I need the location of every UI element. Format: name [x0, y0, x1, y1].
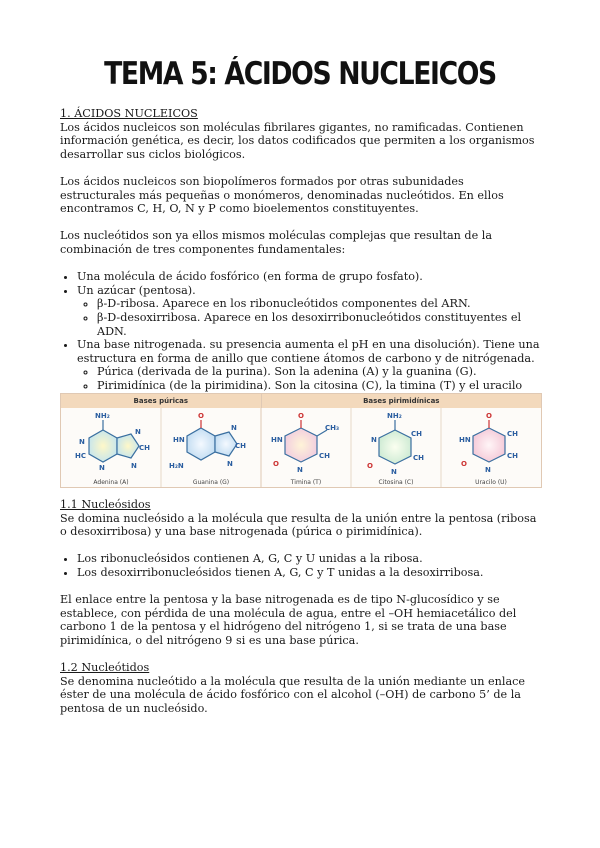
uracil-structure: [459, 412, 518, 474]
adenine-structure: [75, 412, 150, 472]
svg-text:O: O: [367, 462, 373, 470]
svg-text:O: O: [486, 412, 492, 420]
label-thymine: Timina (T): [290, 479, 322, 486]
list-item: ◦ β-D-ribosa. Aparece en los ribonucleótidos componentes del ARN.: [97, 297, 540, 311]
cytosine-structure: [367, 412, 424, 476]
bases-structures-illustration: [61, 408, 541, 487]
svg-text:N: N: [99, 464, 105, 472]
figure-header: [61, 394, 541, 408]
svg-text:NH₂: NH₂: [387, 412, 402, 420]
svg-text:CH: CH: [235, 442, 246, 450]
svg-text:N: N: [135, 428, 141, 436]
section-nucleosidos-nucleotidos: [60, 498, 540, 716]
guanine-structure: [169, 412, 246, 470]
svg-text:CH: CH: [507, 452, 518, 460]
svg-text:H₂N: H₂N: [169, 462, 184, 470]
nucleosides-list: [60, 552, 540, 579]
svg-text:HN: HN: [271, 436, 283, 444]
svg-text:NH₂: NH₂: [95, 412, 110, 420]
list-item: • Un azúcar (pentosa). ◦ β-D-ribosa. Aparece en los ribonucleótidos componentes del ARN. ◦ β-D-desoxirribosa. Aparece en los desoxirribonucleótidos constituyentes el ADN.: [77, 284, 540, 338]
svg-text:CH: CH: [319, 452, 330, 460]
svg-text:CH: CH: [411, 430, 422, 438]
svg-text:O: O: [298, 412, 304, 420]
header-purines: Bases púricas: [133, 397, 189, 405]
svg-text:HN: HN: [173, 436, 185, 444]
paragraph: Los nucleótidos son ya ellos mismos moléculas complejas que resultan de la combinación de tres componentes fundamentales:: [60, 229, 493, 256]
svg-text:O: O: [461, 460, 467, 468]
svg-text:N: N: [297, 466, 303, 474]
list-item: ◦ Pirimidínica (de la pirimidina). Son la citosina (C), la timina (T) y el uracilo: [97, 379, 540, 406]
section-heading: 1.2 Nucleótidos: [60, 661, 150, 675]
label-guanine: Guanina (G): [192, 479, 230, 486]
svg-text:O: O: [273, 460, 279, 468]
svg-text:CH: CH: [139, 444, 150, 452]
paragraph: Se denomina nucleótido a la molécula que resulta de la unión mediante un enlace éster de una molécula de ácido fosfórico con el alcohol (–OH) de carbono 5’ de la pentosa de un nucleósido.: [60, 674, 525, 715]
svg-text:HN: HN: [459, 436, 471, 444]
paragraph: Los ácidos nucleicos son biopolímeros formados por otras subunidades estructurales más pequeñas o monómeros, denominadas nucleótidos. En ellos encontramos C, H, O, N y P como bioelementos constituyentes.: [60, 174, 504, 216]
list-item: • Los desoxirribonucleósidos tienen A, G, C y T unidas a la desoxirribosa.: [77, 566, 540, 580]
section-heading: 1.1 Nucleósidos: [60, 498, 151, 511]
section-acidos-nucleicos: [60, 107, 540, 406]
paragraph: Los ácidos nucleicos son moléculas fibrilares gigantes, no ramificadas. Contienen información genética, es decir, los datos codificados que permiten a los organismos desarrollar sus ciclos biológicos.: [60, 120, 535, 161]
paragraph: El enlace entre la pentosa y la base nitrogenada es de tipo N-glucosídico y se establece, con pérdida de una molécula de agua, entre el –OH hemiacetálico del carbono 1 de la pentosa y el hidrógeno del nitrógeno 1, si se trata de una base pirimidínica, o del nitrógeno 9 si es una base púrica.: [60, 593, 517, 647]
svg-text:N: N: [131, 462, 137, 470]
svg-text:N: N: [371, 436, 377, 444]
nitrogenous-bases-figure: [60, 393, 542, 488]
svg-text:CH₃: CH₃: [325, 424, 340, 432]
list-item: ◦ β-D-desoxirribosa. Aparece en los desoxirribonucleótidos constituyentes el ADN.: [97, 311, 540, 338]
label-uracil: Uracilo (U): [475, 479, 507, 486]
header-pyrimidines: Bases pirimidínicas: [261, 394, 541, 408]
svg-text:CH: CH: [507, 430, 518, 438]
section-heading: 1. ÁCIDOS NUCLEICOS: [60, 107, 198, 120]
svg-text:N: N: [485, 466, 491, 474]
svg-text:N: N: [231, 424, 237, 432]
paragraph: Se domina nucleósido a la molécula que resulta de la unión entre la pentosa (ribosa o desoxirribosa) y una base nitrogenada (púrica o pirimidínica).: [60, 511, 537, 539]
svg-text:N: N: [79, 438, 85, 446]
svg-text:O: O: [198, 412, 204, 420]
svg-text:N: N: [391, 468, 397, 476]
sublist: [77, 297, 540, 338]
list-item: ◦ Púrica (derivada de la purina). Son la adenina (A) y la guanina (G).: [97, 365, 540, 379]
svg-text:N: N: [227, 460, 233, 468]
svg-text:HC: HC: [75, 452, 86, 460]
thymine-structure: [271, 412, 339, 474]
list-item: • Una molécula de ácido fosfórico (en forma de grupo fosfato).: [77, 270, 540, 284]
page-title: TEMA 5: ÁCIDOS NUCLEICOS: [104, 56, 496, 92]
label-cytosine: Citosina (C): [378, 479, 414, 486]
list-item: • Una base nitrogenada. su presencia aumenta el pH en una disolución). Tiene una estructura en forma de anillo que contiene átomos de carbono y de nitrógenada. ◦ Púrica (derivada de la purina). Son la adenina (A) y la guanina (G). ◦ Pirimidínica (de la pirimidina). Son la citosina (C), la timina (T) y el uracilo: [77, 338, 540, 406]
label-adenine: Adenina (A): [93, 479, 129, 486]
list-item: • Los ribonucleósidos contienen A, G, C y U unidas a la ribosa.: [77, 552, 540, 566]
components-list: [60, 270, 540, 406]
svg-text:CH: CH: [413, 454, 424, 462]
